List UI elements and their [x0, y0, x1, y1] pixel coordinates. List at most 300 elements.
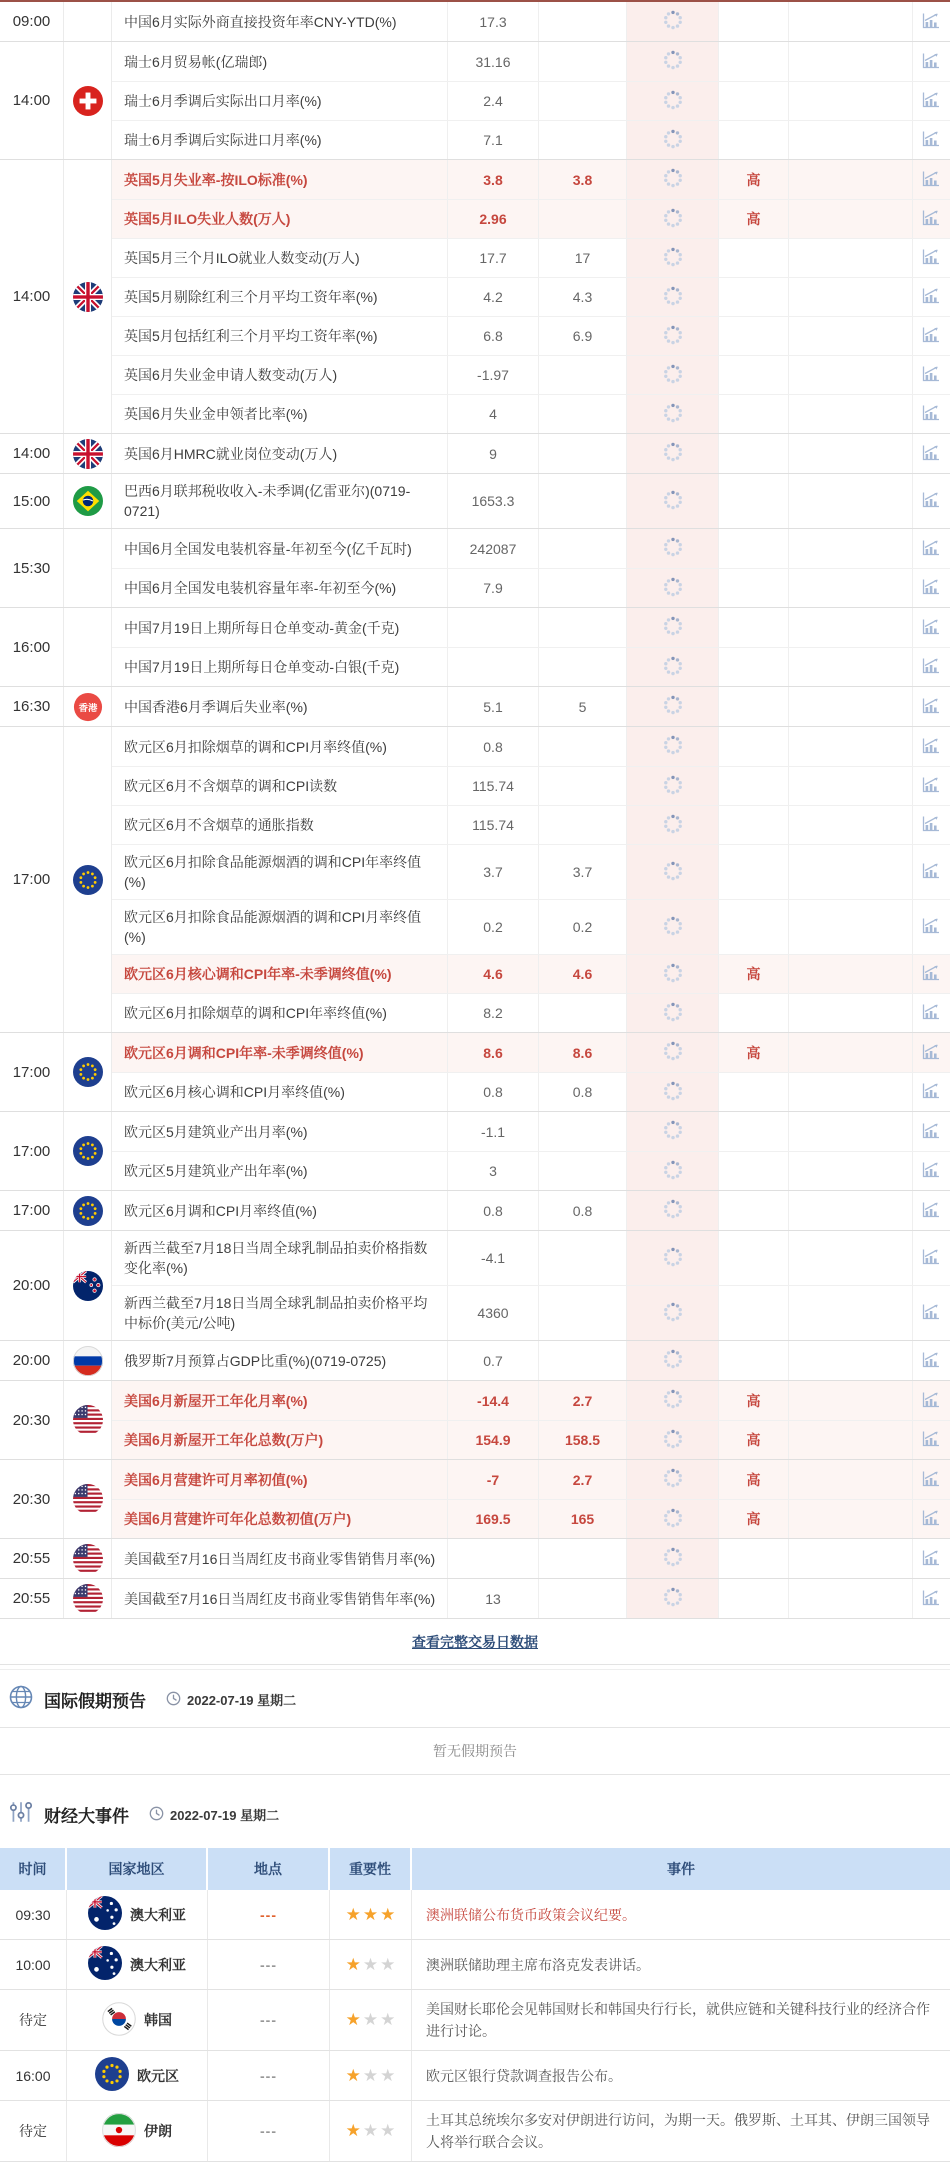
clock-icon: [166, 1691, 181, 1709]
chart-icon[interactable]: [921, 247, 941, 269]
events-section-title: 财经大事件: [44, 1807, 129, 1826]
importance-badge: 高: [718, 1421, 788, 1459]
calendar-row: [112, 1420, 950, 1459]
country-name: 澳大利亚: [130, 1956, 186, 1973]
forecast-value: 2.7: [538, 1460, 626, 1499]
previous-value-loading-cell: [626, 648, 718, 686]
event-name: 英国5月失业率-按ILO标准(%): [124, 171, 308, 188]
clock-icon: [149, 1806, 164, 1824]
forecast-value: 3.8: [538, 160, 626, 199]
event-location: ---: [208, 2051, 330, 2100]
extra-cell: [788, 1579, 912, 1618]
chart-button-cell[interactable]: [912, 1033, 949, 1072]
event-name: 英国6月HMRC就业岗位变动(万人): [124, 445, 338, 462]
flag-au-icon: [88, 1946, 122, 1983]
chart-button-cell[interactable]: [912, 121, 949, 159]
chart-icon[interactable]: [921, 1429, 941, 1451]
chart-icon[interactable]: [921, 1042, 941, 1064]
star-icon: ★: [345, 2121, 361, 2140]
chart-icon[interactable]: [921, 1469, 941, 1491]
extra-cell: [788, 1460, 912, 1499]
country-name: 伊朗: [144, 2123, 172, 2139]
loading-spinner-icon: [662, 860, 684, 885]
chart-icon[interactable]: [921, 1588, 941, 1610]
calendar-row: [112, 529, 950, 568]
chart-button-cell[interactable]: [912, 395, 949, 433]
chart-icon[interactable]: [921, 916, 941, 938]
chart-icon[interactable]: [921, 963, 941, 985]
chart-icon[interactable]: [921, 169, 941, 191]
event-name: 中国7月19日上期所每日仓单变动-黄金(千克): [124, 619, 400, 636]
chart-button-cell[interactable]: [912, 1112, 949, 1151]
importance-badge: [718, 687, 788, 726]
chart-icon[interactable]: [921, 1247, 941, 1269]
chart-button-cell[interactable]: [912, 569, 949, 607]
chart-button-cell[interactable]: [912, 900, 949, 954]
actual-value: 169.5: [447, 1500, 538, 1538]
flag-us-icon: [64, 1539, 112, 1578]
event-name: 美国截至7月16日当周红皮书商业零售销售年率(%): [124, 1590, 436, 1607]
forecast-value: 3.7: [538, 845, 626, 899]
flag-ch-icon: [64, 42, 112, 159]
forecast-value: [538, 648, 626, 686]
calendar-row: [112, 1460, 950, 1499]
star-icon: ★: [380, 1904, 396, 1924]
calendar-group: [0, 160, 950, 434]
chart-icon[interactable]: [921, 1350, 941, 1372]
chart-button-cell[interactable]: [912, 994, 949, 1032]
chart-button-cell[interactable]: [912, 2, 949, 41]
forecast-value: [538, 1112, 626, 1151]
chart-button-cell[interactable]: [912, 42, 949, 81]
chart-icon[interactable]: [921, 1002, 941, 1024]
event-name: 英国5月包括红利三个月平均工资年率(%): [124, 328, 378, 344]
chart-button-cell[interactable]: [912, 474, 949, 528]
flag-us-icon: [64, 1460, 112, 1538]
event-row: [0, 1890, 950, 1940]
importance-badge: [718, 2, 788, 41]
actual-value: 2.4: [447, 82, 538, 120]
flag-kr-icon: [102, 2002, 136, 2039]
loading-spinner-icon: [662, 694, 684, 719]
calendar-row: [112, 805, 950, 844]
chart-icon[interactable]: [921, 325, 941, 347]
actual-value: 17.3: [447, 2, 538, 41]
event-name: 欧元区5月建筑业产出月率(%): [124, 1123, 308, 1140]
extra-cell: [788, 900, 912, 954]
chart-button-cell[interactable]: [912, 82, 949, 120]
chart-icon[interactable]: [921, 656, 941, 678]
chart-button-cell[interactable]: [912, 1152, 949, 1190]
event-time: 20:30: [0, 1381, 64, 1459]
event-time: 待定: [0, 2101, 67, 2161]
flag-placeholder: [64, 608, 112, 686]
importance-badge: [718, 1152, 788, 1190]
extra-cell: [788, 82, 912, 120]
forecast-value: [538, 1539, 626, 1578]
previous-value-loading-cell: [626, 1579, 718, 1618]
previous-value-loading-cell: [626, 1539, 718, 1578]
previous-value-loading-cell: [626, 1421, 718, 1459]
calendar-row: [112, 1112, 950, 1151]
chart-icon[interactable]: [921, 90, 941, 112]
calendar-row: [112, 120, 950, 159]
event-time: 16:30: [0, 687, 64, 726]
loading-spinner-icon: [662, 402, 684, 427]
event-name: 瑞士6月季调后实际进口月率(%): [124, 132, 322, 148]
previous-value-loading-cell: [626, 1231, 718, 1285]
event-name: 欧元区5月建筑业产出年率(%): [124, 1163, 308, 1179]
events-header-row: [0, 1848, 950, 1890]
major-events-table: [0, 1848, 950, 2162]
extra-cell: [788, 1231, 912, 1285]
calendar-row: [112, 727, 950, 766]
importance-badge: 高: [718, 1460, 788, 1499]
chart-icon[interactable]: [921, 1121, 941, 1143]
previous-value-loading-cell: [626, 1460, 718, 1499]
previous-value-loading-cell: [626, 529, 718, 568]
event-name: 中国香港6月季调后失业率(%): [124, 698, 308, 715]
chart-icon[interactable]: [921, 1390, 941, 1412]
extra-cell: [788, 1286, 912, 1340]
event-description: 澳洲联储助理主席布洛克发表讲话。: [426, 1956, 650, 1973]
importance-badge: [718, 806, 788, 844]
calendar-row: [112, 1341, 950, 1380]
chart-button-cell[interactable]: [912, 1421, 949, 1459]
loading-spinner-icon: [662, 1080, 684, 1105]
calendar-row: [112, 954, 950, 993]
loading-spinner-icon: [662, 1388, 684, 1413]
event-row: [0, 2051, 950, 2101]
flag-eu-icon: [64, 1112, 112, 1190]
view-full-trading-day-link[interactable]: 查看完整交易日数据: [412, 1633, 538, 1650]
event-time: 20:00: [0, 1341, 64, 1380]
event-name: 中国6月全国发电装机容量-年初至今(亿千瓦时): [124, 540, 412, 557]
forecast-value: 0.8: [538, 1073, 626, 1111]
calendar-row: [112, 1231, 950, 1285]
chart-icon[interactable]: [921, 1081, 941, 1103]
chart-button-cell[interactable]: [912, 1381, 949, 1420]
chart-button-cell[interactable]: [912, 648, 949, 686]
extra-cell: [788, 200, 912, 238]
calendar-group: [0, 608, 950, 687]
chart-button-cell[interactable]: [912, 239, 949, 277]
chart-icon[interactable]: [921, 577, 941, 599]
chart-button-cell[interactable]: [912, 317, 949, 355]
chart-button-cell[interactable]: [912, 608, 949, 647]
event-name: 英国6月失业金申请人数变动(万人): [124, 367, 338, 383]
previous-value-loading-cell: [626, 395, 718, 433]
event-name: 美国6月新屋开工年化月率(%): [124, 1392, 308, 1409]
calendar-group: [0, 687, 950, 727]
calendar-row: [112, 1539, 950, 1578]
event-location: ---: [208, 1890, 330, 1939]
calendar-row: [112, 899, 950, 954]
importance-badge: [718, 1341, 788, 1380]
importance-badge: 高: [718, 160, 788, 199]
extra-cell: [788, 1152, 912, 1190]
loading-spinner-icon: [662, 49, 684, 74]
chart-icon[interactable]: [921, 51, 941, 73]
chart-icon[interactable]: [921, 1160, 941, 1182]
importance-badge: [718, 648, 788, 686]
event-name: 瑞士6月贸易帐(亿瑞郎): [124, 53, 268, 70]
chart-icon[interactable]: [921, 403, 941, 425]
chart-button-cell[interactable]: [912, 1539, 949, 1578]
loading-spinner-icon: [662, 774, 684, 799]
holiday-section-header: [0, 1669, 950, 1727]
flag-ru-icon: [64, 1341, 112, 1380]
forecast-value: 0.8: [538, 1191, 626, 1230]
chart-icon[interactable]: [921, 129, 941, 151]
previous-value-loading-cell: [626, 900, 718, 954]
extra-cell: [788, 239, 912, 277]
chart-button-cell[interactable]: [912, 1341, 949, 1380]
event-description: 欧元区银行贷款调查报告公布。: [426, 2067, 622, 2084]
calendar-group: [0, 42, 950, 160]
actual-value: 0.2: [447, 900, 538, 954]
flag-eu-icon: [64, 727, 112, 1032]
flag-hk-icon: [64, 687, 112, 726]
calendar-row: [112, 277, 950, 316]
actual-value: 13: [447, 1579, 538, 1618]
actual-value: 1653.3: [447, 474, 538, 528]
chart-icon[interactable]: [921, 208, 941, 230]
forecast-value: [538, 1286, 626, 1340]
chart-icon[interactable]: [921, 1548, 941, 1570]
chart-icon[interactable]: [921, 443, 941, 465]
chart-icon[interactable]: [921, 814, 941, 836]
chart-button-cell[interactable]: [912, 687, 949, 726]
event-name: 欧元区6月核心调和CPI月率终值(%): [124, 1084, 345, 1100]
country-name: 澳大利亚: [130, 1906, 186, 1923]
event-name: 新西兰截至7月18日当周全球乳制品拍卖价格指数变化率(%): [124, 1240, 428, 1276]
loading-spinner-icon: [662, 1467, 684, 1492]
calendar-group: [0, 1033, 950, 1112]
importance-badge: [718, 1231, 788, 1285]
chart-icon[interactable]: [921, 617, 941, 639]
forecast-value: [538, 529, 626, 568]
event-name: 欧元区6月调和CPI月率终值(%): [124, 1202, 317, 1219]
previous-value-loading-cell: [626, 121, 718, 159]
chart-button-cell[interactable]: [912, 434, 949, 473]
importance-badge: 高: [718, 1033, 788, 1072]
chart-icon[interactable]: [921, 538, 941, 560]
importance-badge: [718, 356, 788, 394]
event-description: 美国财长耶伦会见韩国财长和韩国央行行长，就供应链和关键科技行业的经济合作进行讨论。: [426, 2001, 930, 2039]
chart-icon[interactable]: [921, 11, 941, 33]
event-country: [67, 1940, 208, 1989]
event-time: 14:00: [0, 42, 64, 159]
calendar-footer: [0, 1619, 950, 1665]
actual-value: [447, 648, 538, 686]
chart-button-cell[interactable]: [912, 1231, 949, 1285]
events-section-header: [0, 1785, 950, 1842]
calendar-row: [112, 1191, 950, 1230]
extra-cell: [788, 1421, 912, 1459]
calendar-row: [112, 316, 950, 355]
chart-button-cell[interactable]: [912, 1073, 949, 1111]
actual-value: 9: [447, 434, 538, 473]
calendar-row: [112, 1285, 950, 1340]
previous-value-loading-cell: [626, 1341, 718, 1380]
extra-cell: [788, 1500, 912, 1538]
loading-spinner-icon: [662, 1198, 684, 1223]
loading-spinner-icon: [662, 576, 684, 601]
loading-spinner-icon: [662, 1546, 684, 1571]
event-time: 09:30: [0, 1890, 67, 1939]
event-name: 中国6月全国发电装机容量年率-年初至今(%): [124, 580, 397, 596]
chart-button-cell[interactable]: [912, 1191, 949, 1230]
calendar-group: [0, 1191, 950, 1231]
event-time: 17:00: [0, 1191, 64, 1230]
event-country: [67, 2101, 208, 2161]
loading-spinner-icon: [662, 9, 684, 34]
chart-icon[interactable]: [921, 861, 941, 883]
importance-stars: [330, 1940, 412, 1989]
forecast-value: 165: [538, 1500, 626, 1538]
calendar-row: [112, 42, 950, 81]
star-icon: ★: [362, 1904, 379, 1924]
actual-value: 115.74: [447, 806, 538, 844]
extra-cell: [788, 1112, 912, 1151]
chart-button-cell[interactable]: [912, 1286, 949, 1340]
flag-nz-icon: [64, 1231, 112, 1340]
forecast-value: [538, 474, 626, 528]
importance-badge: [718, 994, 788, 1032]
flag-placeholder: [64, 2, 112, 41]
event-time: 16:00: [0, 608, 64, 686]
chart-icon[interactable]: [921, 696, 941, 718]
previous-value-loading-cell: [626, 955, 718, 993]
chart-button-cell[interactable]: [912, 200, 949, 238]
event-name: 欧元区6月不含烟草的调和CPI读数: [124, 778, 338, 794]
event-name: 欧元区6月扣除烟草的调和CPI月率终值(%): [124, 738, 387, 755]
actual-value: 242087: [447, 529, 538, 568]
chart-button-cell[interactable]: [912, 767, 949, 805]
event-time: 20:55: [0, 1539, 64, 1578]
extra-cell: [788, 1073, 912, 1111]
previous-value-loading-cell: [626, 1191, 718, 1230]
chart-button-cell[interactable]: [912, 529, 949, 568]
event-description: 土耳其总统埃尔多安对伊朗进行访问，为期一天。俄罗斯、土耳其、伊朗三国领导人将举行联合会议。: [426, 2112, 930, 2150]
calendar-row: [112, 474, 950, 528]
chart-icon[interactable]: [921, 286, 941, 308]
chart-button-cell[interactable]: [912, 278, 949, 316]
extra-cell: [788, 955, 912, 993]
event-name: 中国6月实际外商直接投资年率CNY-YTD(%): [124, 13, 397, 30]
actual-value: 4360: [447, 1286, 538, 1340]
importance-badge: [718, 317, 788, 355]
previous-value-loading-cell: [626, 278, 718, 316]
event-name: 美国6月新屋开工年化总数(万户): [124, 1432, 324, 1448]
events-header-1: 国家地区: [67, 1848, 208, 1890]
calendar-row: [112, 394, 950, 433]
calendar-row: [112, 766, 950, 805]
event-time: 17:00: [0, 1112, 64, 1190]
actual-value: 17.7: [447, 239, 538, 277]
forecast-value: 4.6: [538, 955, 626, 993]
actual-value: -4.1: [447, 1231, 538, 1285]
country-name: 韩国: [144, 2012, 172, 2028]
forecast-value: 8.6: [538, 1033, 626, 1072]
importance-badge: 高: [718, 955, 788, 993]
chart-icon[interactable]: [921, 490, 941, 512]
event-name: 英国6月失业金申领者比率(%): [124, 406, 308, 422]
event-row: [0, 1940, 950, 1990]
chart-icon[interactable]: [921, 1200, 941, 1222]
forecast-value: 4.3: [538, 278, 626, 316]
chart-button-cell[interactable]: [912, 1500, 949, 1538]
calendar-row: [112, 2, 950, 41]
chart-button-cell[interactable]: [912, 806, 949, 844]
chart-icon[interactable]: [921, 736, 941, 758]
star-icon: ★: [380, 1954, 396, 1974]
extra-cell: [788, 160, 912, 199]
loading-spinner-icon: [662, 1507, 684, 1532]
chart-button-cell[interactable]: [912, 845, 949, 899]
previous-value-loading-cell: [626, 434, 718, 473]
loading-spinner-icon: [662, 246, 684, 271]
star-icon: ★: [362, 2065, 379, 2085]
event-name: 欧元区6月不含烟草的通胀指数: [124, 817, 314, 833]
actual-value: [447, 608, 538, 647]
star-icon: ★: [380, 2010, 396, 2029]
calendar-row: [112, 844, 950, 899]
importance-badge: [718, 845, 788, 899]
previous-value-loading-cell: [626, 2, 718, 41]
extra-cell: [788, 395, 912, 433]
importance-badge: [718, 1579, 788, 1618]
extra-cell: [788, 278, 912, 316]
calendar-row: [112, 160, 950, 199]
extra-cell: [788, 727, 912, 766]
chart-button-cell[interactable]: [912, 1579, 949, 1618]
chart-button-cell[interactable]: [912, 1460, 949, 1499]
event-time: 16:00: [0, 2051, 67, 2100]
chart-icon[interactable]: [921, 1302, 941, 1324]
flag-placeholder: [64, 529, 112, 607]
sliders-icon: [8, 1799, 34, 1830]
calendar-group: [0, 1112, 950, 1191]
chart-button-cell[interactable]: [912, 727, 949, 766]
loading-spinner-icon: [662, 363, 684, 388]
importance-badge: [718, 727, 788, 766]
extra-cell: [788, 434, 912, 473]
country-name: 欧元区: [137, 2067, 179, 2084]
chart-button-cell[interactable]: [912, 356, 949, 394]
flag-eu-icon: [64, 1033, 112, 1111]
loading-spinner-icon: [662, 1119, 684, 1144]
event-time: 待定: [0, 1990, 67, 2050]
chart-icon[interactable]: [921, 1508, 941, 1530]
chart-icon[interactable]: [921, 775, 941, 797]
actual-value: 7.1: [447, 121, 538, 159]
extra-cell: [788, 1539, 912, 1578]
chart-icon[interactable]: [921, 364, 941, 386]
flag-br-icon: [64, 474, 112, 528]
chart-button-cell[interactable]: [912, 160, 949, 199]
calendar-row: [112, 81, 950, 120]
chart-button-cell[interactable]: [912, 955, 949, 993]
forecast-value: [538, 608, 626, 647]
calendar-row: [112, 568, 950, 607]
calendar-group: [0, 1231, 950, 1341]
previous-value-loading-cell: [626, 1286, 718, 1340]
forecast-value: [538, 121, 626, 159]
calendar-row: [112, 687, 950, 726]
star-icon: ★: [345, 1954, 361, 1974]
